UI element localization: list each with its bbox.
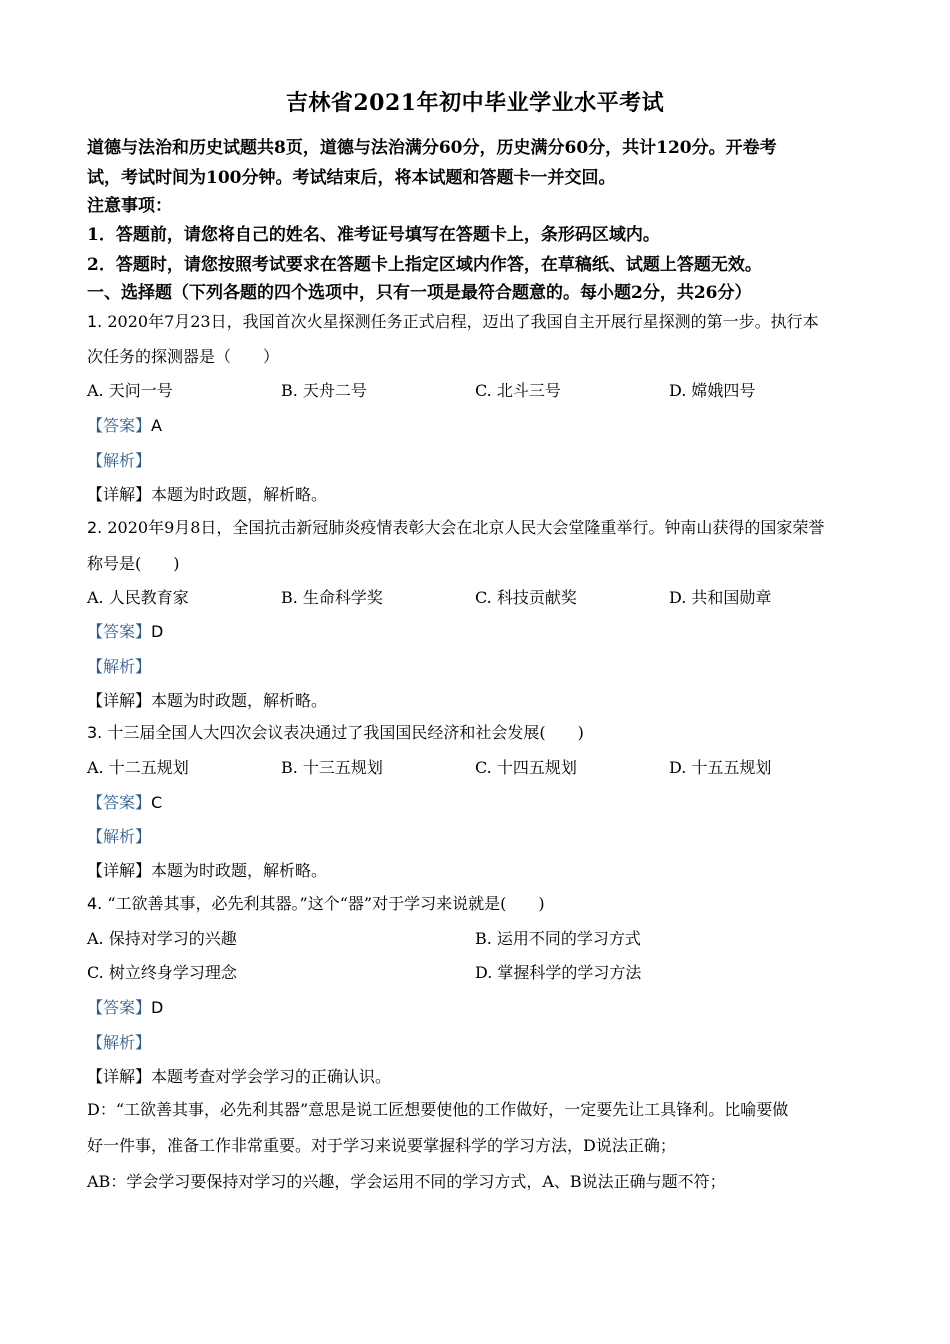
- detail-text: 本题为时政题，解析略。: [151, 861, 328, 880]
- question-text: 2020年7月23日，我国首次火星探测任务正式启程，迈出了我国自主开展行星探测的第一步。执行本: [102, 312, 819, 331]
- question-2-stem-1: [87, 515, 824, 538]
- detail-label: 【详解】: [87, 1067, 152, 1086]
- detail-text: 本题为时政题，解析略。: [151, 485, 328, 504]
- q4-option-b: B. 运用不同的学习方式: [475, 929, 641, 948]
- question-text: “工欲善其事，必先利其器。”这个“器”对于学习来说就是( ): [102, 894, 545, 913]
- intro-line-1: 道德与法治和历史试题共8页，道德与法治满分60分，历史满分60分，共计120分。开卷考: [87, 138, 777, 158]
- q2-detail: [87, 688, 327, 711]
- question-1-stem-2: 次任务的探测器是（ ）: [87, 347, 280, 366]
- answer-value: A: [151, 416, 162, 435]
- q4-explanation-d-1: D：“工欲善其事，必先利其器”意思是说工匠想要使他的工作做好，一定要先让工具锋利。比喻要做: [87, 1100, 789, 1119]
- question-4-stem: [87, 891, 545, 914]
- q1-option-c: C. 北斗三号: [475, 381, 561, 400]
- q4-explanation-d-2: 好一件事，准备工作非常重要。对于学习来说要掌握科学的学习方法，D说法正确；: [87, 1136, 676, 1155]
- q2-option-a: A. 人民教育家: [87, 588, 189, 607]
- q2-option-c: C. 科技贡献奖: [475, 588, 577, 607]
- notice-item-2: 2．答题时，请您按照考试要求在答题卡上指定区域内作答，在草稿纸、试题上答题无效。: [87, 255, 762, 275]
- question-2-stem-2: 称号是( ): [87, 554, 180, 573]
- answer-value: D: [151, 622, 164, 641]
- q3-option-b: B. 十三五规划: [281, 758, 383, 777]
- question-number: 2.: [87, 518, 103, 537]
- question-3-stem: [87, 720, 584, 743]
- q1-answer: [87, 413, 162, 436]
- q2-answer: [87, 619, 163, 642]
- section-heading: 一、选择题（下列各题的四个选项中，只有一项是最符合题意的。每小题2分，共26分）: [87, 283, 752, 303]
- q3-answer: [87, 790, 162, 813]
- q3-option-c: C. 十四五规划: [475, 758, 577, 777]
- detail-label: 【详解】: [87, 691, 152, 710]
- intro-line-2: 试，考试时间为100分钟。考试结束后，将本试题和答题卡一并交回。: [87, 168, 616, 188]
- detail-text: 本题考查对学会学习的正确认识。: [151, 1067, 392, 1086]
- detail-label: 【详解】: [87, 861, 152, 880]
- answer-label: 【答案】: [87, 622, 152, 641]
- q3-detail: [87, 858, 327, 881]
- answer-value: D: [151, 998, 164, 1017]
- q1-analysis-label: 【解析】: [87, 451, 152, 470]
- q1-option-b: B. 天舟二号: [281, 381, 367, 400]
- question-number: 4.: [87, 894, 103, 913]
- answer-value: C: [151, 793, 163, 812]
- question-number: 1.: [87, 312, 103, 331]
- q4-analysis-label: 【解析】: [87, 1033, 152, 1052]
- detail-label: 【详解】: [87, 485, 152, 504]
- q4-option-a: A. 保持对学习的兴趣: [87, 929, 237, 948]
- answer-label: 【答案】: [87, 416, 152, 435]
- question-1-stem-1: [87, 309, 819, 332]
- question-text: 十三届全国人大四次会议表决通过了我国国民经济和社会发展( ): [102, 723, 584, 742]
- q4-option-d: D. 掌握科学的学习方法: [475, 963, 642, 982]
- q1-option-d: D. 嫦娥四号: [669, 381, 756, 400]
- answer-label: 【答案】: [87, 998, 152, 1017]
- q3-analysis-label: 【解析】: [87, 827, 152, 846]
- q4-option-c: C. 树立终身学习理念: [87, 963, 237, 982]
- q4-answer: [87, 995, 163, 1018]
- q2-option-d: D. 共和国勋章: [669, 588, 772, 607]
- q1-option-a: A. 天问一号: [87, 381, 173, 400]
- q2-option-b: B. 生命科学奖: [281, 588, 383, 607]
- q3-option-d: D. 十五五规划: [669, 758, 772, 777]
- q4-detail: [87, 1064, 391, 1087]
- question-text: 2020年9月8日，全国抗击新冠肺炎疫情表彰大会在北京人民大会堂隆重举行。钟南山获得的国家荣誉: [102, 518, 825, 537]
- q3-option-a: A. 十二五规划: [87, 758, 189, 777]
- page-title: 吉林省2021年初中毕业学业水平考试: [285, 90, 665, 116]
- notice-title: 注意事项：: [87, 196, 172, 216]
- detail-text: 本题为时政题，解析略。: [151, 691, 328, 710]
- answer-label: 【答案】: [87, 793, 152, 812]
- question-number: 3.: [87, 723, 103, 742]
- notice-item-1: 1．答题前，请您将自己的姓名、准考证号填写在答题卡上，条形码区域内。: [87, 225, 660, 245]
- q4-explanation-ab: AB：学会学习要保持对学习的兴趣，学会运用不同的学习方式，A、B说法正确与题不符；: [87, 1172, 726, 1191]
- q2-analysis-label: 【解析】: [87, 657, 152, 676]
- q1-detail: [87, 482, 327, 505]
